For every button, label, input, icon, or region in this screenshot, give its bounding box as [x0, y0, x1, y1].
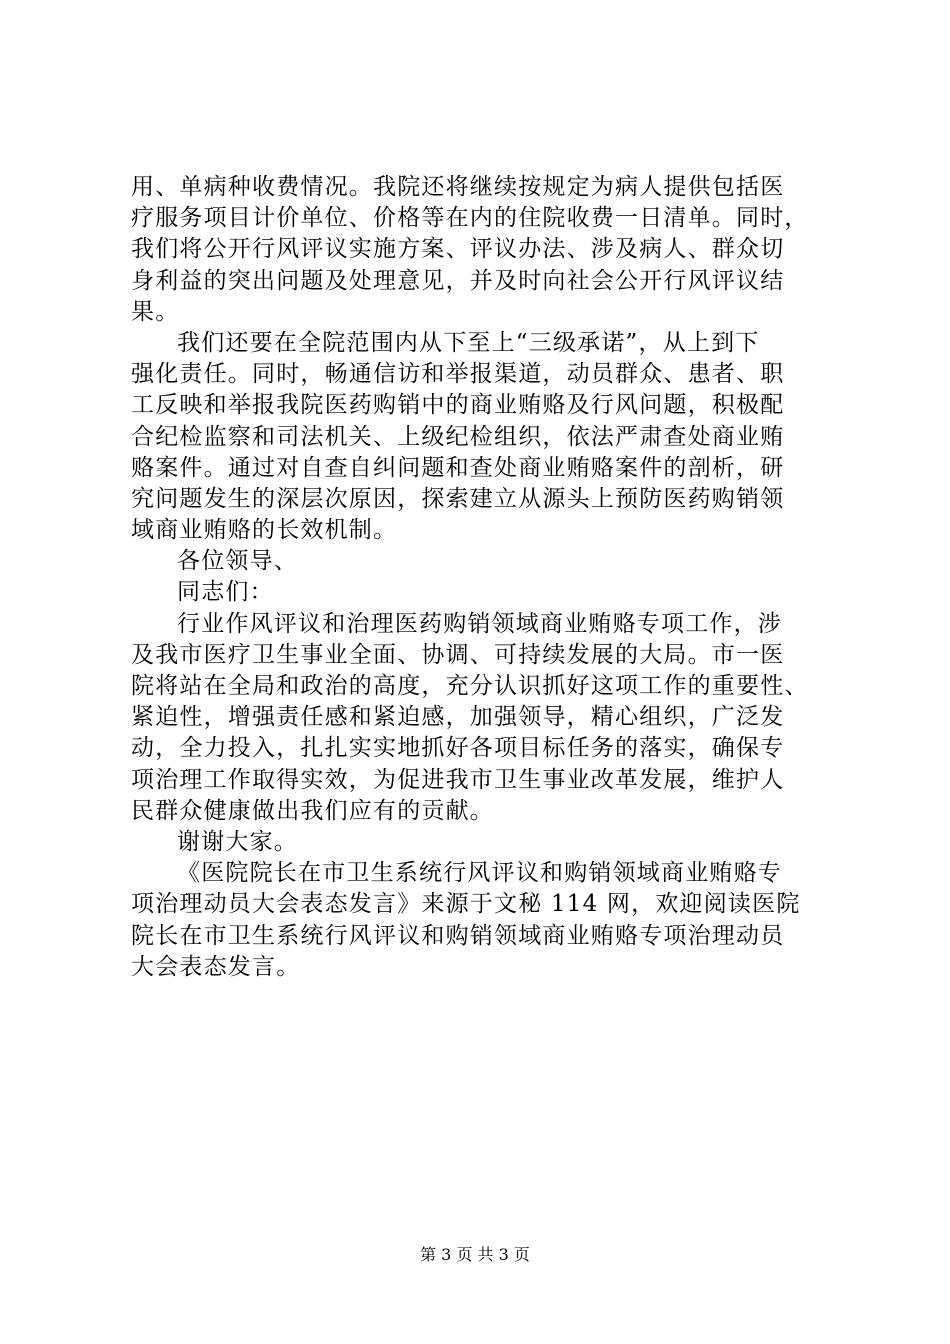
text-line: 项治理工作取得实效，为促进我市卫生事业改革发展，维护人 [131, 766, 785, 793]
text-line: 及我市医疗卫生事业全面、协调、可持续发展的大局。市一医 [131, 641, 785, 668]
text-line: 我们将公开行风评议实施方案、评议办法、涉及病人、群众切 [131, 236, 785, 263]
text-line: 果。 [131, 298, 180, 325]
text-line: 院长在市卫生系统行风评议和购销领域商业贿赂专项治理动员 [131, 922, 785, 949]
text-line: 合纪检监察和司法机关、上级纪检组织，依法严肃查处商业贿 [131, 423, 785, 450]
document-body [131, 172, 831, 983]
page-footer: 第 3 页 共 3 页 [420, 1245, 530, 1264]
text-line: 《医院院长在市卫生系统行风评议和购销领域商业贿赂专 [177, 860, 782, 887]
text-line: 强化责任。同时，畅通信访和举报渠道，动员群众、患者、职 [131, 361, 785, 388]
text-line: 我们还要在全院范围内从下至上“三级承诺”，从上到下 [177, 329, 760, 356]
text-line: 项治理动员大会表态发言》来源于文秘 114 网，欢迎阅读医院 [131, 891, 801, 918]
text-line: 同志们： [177, 579, 274, 606]
text-line: 疗服务项目计价单位、价格等在内的住院收费一日清单。同时， [131, 205, 809, 232]
text-line: 各位领导、 [177, 548, 298, 575]
text-line: 赂案件。通过对自查自纠问题和查处商业贿赂案件的剖析，研 [131, 454, 785, 481]
text-line: 民群众健康做出我们应有的贡献。 [131, 797, 494, 824]
text-line: 院将站在全局和政治的高度，充分认识抓好这项工作的重要性、 [131, 673, 809, 699]
text-line: 动，全力投入，扎扎实实地抓好各项目标任务的落实，确保专 [131, 735, 785, 762]
text-line: 紧迫性，增强责任感和紧迫感，加强领导，精心组织，广泛发 [131, 704, 785, 731]
text-line: 谢谢大家。 [177, 828, 298, 855]
text-line: 行业作风评议和治理医药购销领域商业贿赂专项工作，涉 [177, 610, 782, 637]
text-line: 究问题发生的深层次原因，探索建立从源头上预防医药购销领 [131, 485, 785, 512]
text-line: 大会表态发言。 [131, 953, 301, 980]
text-line: 工反映和举报我院医药购销中的商业贿赂及行风问题，积极配 [131, 392, 785, 419]
text-line: 域商业贿赂的长效机制。 [131, 517, 398, 544]
text-line: 身利益的突出问题及处理意见，并及时向社会公开行风评议结 [131, 267, 785, 294]
text-line: 用、单病种收费情况。我院还将继续按规定为病人提供包括医 [131, 174, 785, 200]
